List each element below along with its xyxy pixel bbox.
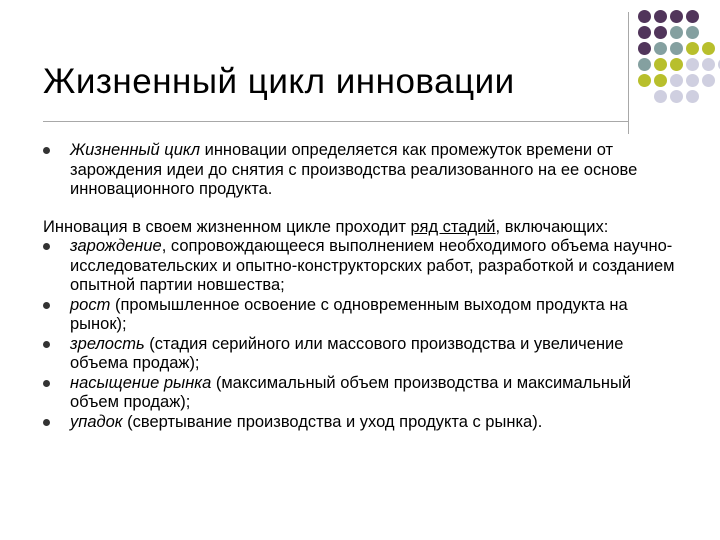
stage-item: [43, 335, 683, 374]
corner-vertical-rule: [628, 12, 629, 134]
slide-title: Жизненный цикл инновации: [43, 62, 515, 101]
decor-dot: [638, 58, 651, 71]
title-underline-rule: [43, 121, 628, 122]
stage-description: (промышленное освоение с одновременным выходом продукта на рынок);: [70, 295, 628, 333]
stage-description: , сопровождающееся выполнением необходимого объема научно-исследовательских и опытно-конструкторских работ, разработкой и созданием опытной партии новшества;: [70, 237, 675, 294]
decor-dot: [654, 58, 667, 71]
decor-dot: [654, 90, 667, 103]
definition-text: инновации определяется как промежуток времени от зарождения идеи до снятия с производства реализованного на ее основе инновационного продукта.: [70, 141, 638, 198]
bullet-icon: [43, 302, 50, 309]
stage-list: [43, 237, 683, 432]
decor-dot: [702, 58, 715, 71]
decor-dot: [686, 10, 699, 23]
stage-name: упадок: [70, 412, 123, 431]
stage-item: [43, 237, 683, 296]
decor-dot: [702, 74, 715, 87]
decor-dot: [702, 42, 715, 55]
decor-dot: [686, 90, 699, 103]
stage-item: [43, 374, 683, 413]
bullet-icon: [43, 419, 50, 426]
intro-paragraph: [43, 218, 683, 238]
decor-dot: [638, 74, 651, 87]
decor-dot: [654, 10, 667, 23]
stage-name: рост: [70, 295, 111, 314]
decor-dot: [654, 26, 667, 39]
intro-text-after: , включающих:: [495, 217, 609, 236]
decor-dot: [670, 58, 683, 71]
stage-name: зрелость: [70, 334, 145, 353]
decor-dot: [638, 26, 651, 39]
stage-name: зарождение: [70, 237, 162, 255]
decor-dot: [654, 74, 667, 87]
definition-item: [43, 141, 683, 200]
decor-dot: [638, 10, 651, 23]
decor-dot: [686, 26, 699, 39]
stage-item: [43, 296, 683, 335]
decor-dot: [670, 42, 683, 55]
intro-text-before: Инновация в своем жизненном цикле проходит: [43, 217, 411, 236]
slide-body: [43, 141, 683, 432]
stage-item: [43, 413, 683, 433]
bullet-icon: [43, 341, 50, 348]
decor-dot: [670, 26, 683, 39]
bullet-icon: [43, 147, 50, 154]
stage-name: насыщение рынка: [70, 373, 212, 392]
intro-underlined-text: ряд стадий: [410, 217, 496, 236]
decor-dot: [638, 42, 651, 55]
decor-dot: [686, 58, 699, 71]
decor-dot: [670, 10, 683, 23]
definition-term: Жизненный цикл: [70, 141, 201, 159]
bullet-icon: [43, 380, 50, 387]
stage-description: (свертывание производства и уход продукта с рынка).: [122, 412, 543, 431]
stage-description: (стадия серийного или массового производства и увеличение объема продаж);: [70, 334, 624, 372]
stage-description: (максимальный объем производства и максимальный объем продаж);: [70, 373, 632, 411]
decor-dot: [670, 90, 683, 103]
decor-dot: [670, 74, 683, 87]
bullet-icon: [43, 243, 50, 250]
decor-dot: [654, 42, 667, 55]
decor-dot: [686, 74, 699, 87]
decor-dot: [686, 42, 699, 55]
